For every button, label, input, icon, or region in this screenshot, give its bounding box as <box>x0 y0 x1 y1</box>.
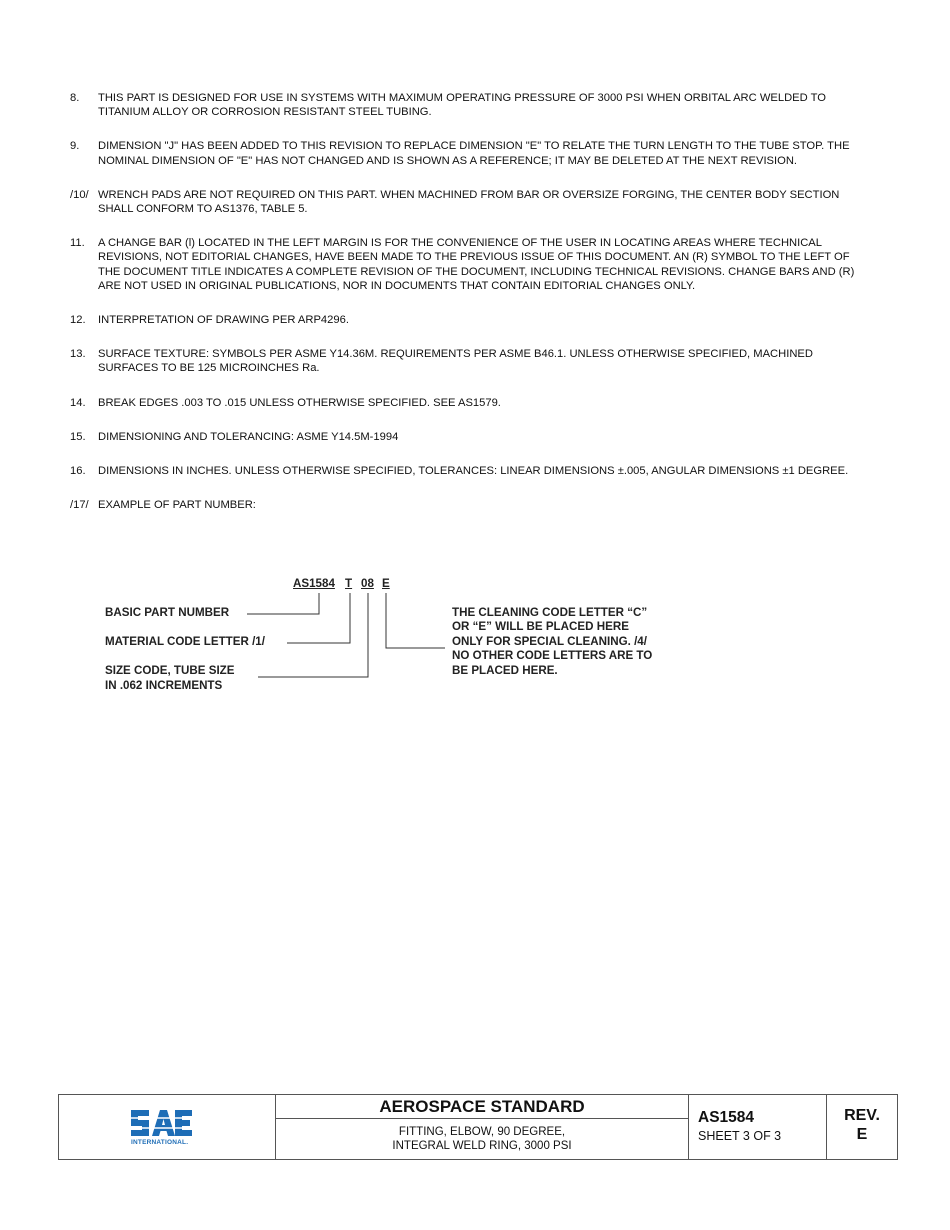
logo-subtitle: INTERNATIONAL. <box>131 1139 189 1146</box>
note-number: 8. <box>70 92 80 104</box>
revision-cell <box>827 1095 897 1159</box>
note-item <box>70 188 870 216</box>
doc-cell <box>689 1095 827 1159</box>
title-line2: INTEGRAL WELD RING, 3000 PSI <box>392 1140 572 1152</box>
note-number: /10/ <box>70 188 89 201</box>
title-line1: FITTING, ELBOW, 90 DEGREE, <box>398 1126 566 1138</box>
title-block <box>58 1094 898 1160</box>
revision-label: REV. <box>844 1107 880 1124</box>
note-item <box>70 313 870 327</box>
note-item <box>70 464 870 478</box>
cleaning-note-line4: NO OTHER CODE LETTERS ARE TO <box>452 649 653 662</box>
note-text: A CHANGE BAR (l) LOCATED IN THE LEFT MARGIN IS FOR THE CONVENIENCE OF THE USER IN LOCATING AREAS WHERE TECHNICAL REVISIONS, NOT EDITORIAL CHANGES, HAVE BEEN MADE TO THE PREVIOUS ISSUE OF THIS DOCUMENT. AN (R) SYMBOL TO THE LEFT OF THE DOCUMENT TITLE INDICATES A COMPLETE REVISION OF THE DOCUMENT, INCLUDING TECHNICAL REVISIONS. CHANGE BARS AND (R) ARE NOT USED IN ORIGINAL PUBLICATIONS, NOR IN DOCUMENTS THAT CONTAIN EDITORIAL CHANGES ONLY. <box>98 237 855 292</box>
note-item <box>70 430 870 444</box>
note-number: 11. <box>70 237 85 250</box>
note-number: 15. <box>70 430 86 443</box>
note-item <box>70 498 870 512</box>
document-number: AS1584 <box>698 1109 755 1126</box>
part-number-basic: AS1584 <box>293 577 335 590</box>
standard-type: AEROSPACE STANDARD <box>276 1095 688 1119</box>
notes-list <box>70 91 870 512</box>
part-number-size: 08 <box>361 577 374 590</box>
cleaning-note-line5: BE PLACED HERE. <box>452 664 558 677</box>
cleaning-note-line2: OR “E” WILL BE PLACED HERE <box>452 620 629 633</box>
logo-cell <box>59 1095 276 1159</box>
sheet-number: SHEET 3 OF 3 <box>698 1129 782 1143</box>
title-cell <box>276 1095 689 1159</box>
part-number-cleaning: E <box>382 577 390 590</box>
note-text: DIMENSIONING AND TOLERANCING: ASME Y14.5M-1994 <box>98 430 399 443</box>
sae-logo-icon <box>129 1107 193 1139</box>
note-text: THIS PART IS DESIGNED FOR USE IN SYSTEMS WITH MAXIMUM OPERATING PRESSURE OF 3000 PSI WHEN ORBITAL ARC WELDED TO TITANIUM ALLOY OR CORROSION RESISTANT STEEL TUBING. <box>98 92 826 119</box>
note-number: 16. <box>70 465 86 478</box>
note-number: 9. <box>70 140 80 153</box>
note-text: INTERPRETATION OF DRAWING PER ARP4296. <box>98 314 349 327</box>
note-number: 12. <box>70 314 86 327</box>
revision-value: E <box>856 1126 868 1143</box>
basic-part-number-label: BASIC PART NUMBER <box>105 606 230 619</box>
document-title <box>276 1119 688 1159</box>
note-item <box>70 396 870 410</box>
note-number: 13. <box>70 348 86 361</box>
note-number: /17/ <box>70 499 89 512</box>
note-text: WRENCH PADS ARE NOT REQUIRED ON THIS PART. WHEN MACHINED FROM BAR OR OVERSIZE FORGING, THE CENTER BODY SECTION SHALL CONFORM TO AS1376, TABLE 5. <box>98 188 840 216</box>
note-item <box>70 91 870 119</box>
size-code-label-line2: IN .062 INCREMENTS <box>105 679 223 692</box>
part-number-material: T <box>345 577 353 590</box>
note-text: EXAMPLE OF PART NUMBER: <box>98 499 256 512</box>
size-code-label-line1: SIZE CODE, TUBE SIZE <box>105 664 235 677</box>
material-code-label: MATERIAL CODE LETTER /1/ <box>105 635 265 648</box>
note-item <box>70 347 870 375</box>
note-text: DIMENSIONS IN INCHES. UNLESS OTHERWISE SPECIFIED, TOLERANCES: LINEAR DIMENSIONS ±.005, ANGULAR DIMENSIONS ±1 DEGREE. <box>98 465 849 478</box>
cleaning-note-line3: ONLY FOR SPECIAL CLEANING. /4/ <box>452 635 647 648</box>
note-item <box>70 139 870 167</box>
note-item <box>70 236 870 293</box>
note-text: BREAK EDGES .003 TO .015 UNLESS OTHERWISE SPECIFIED. SEE AS1579. <box>98 396 501 409</box>
cleaning-note-line1: THE CLEANING CODE LETTER “C” <box>452 606 648 619</box>
note-text: DIMENSION "J" HAS BEEN ADDED TO THIS REVISION TO REPLACE DIMENSION "E" TO RELATE THE TURN LENGTH TO THE TUBE STOP. THE NOMINAL DIMENSION OF "E" HAS NOT CHANGED AND IS SHOWN AS A REFERENCE; IT MAY BE DELETED AT THE NEXT REVISION. <box>98 140 850 167</box>
note-number: 14. <box>70 396 86 409</box>
note-text: SURFACE TEXTURE: SYMBOLS PER ASME Y14.36M. REQUIREMENTS PER ASME B46.1. UNLESS OTHERWISE SPECIFIED, MACHINED SURFACES TO BE 125 MICROINCHES Ra. <box>98 348 813 375</box>
